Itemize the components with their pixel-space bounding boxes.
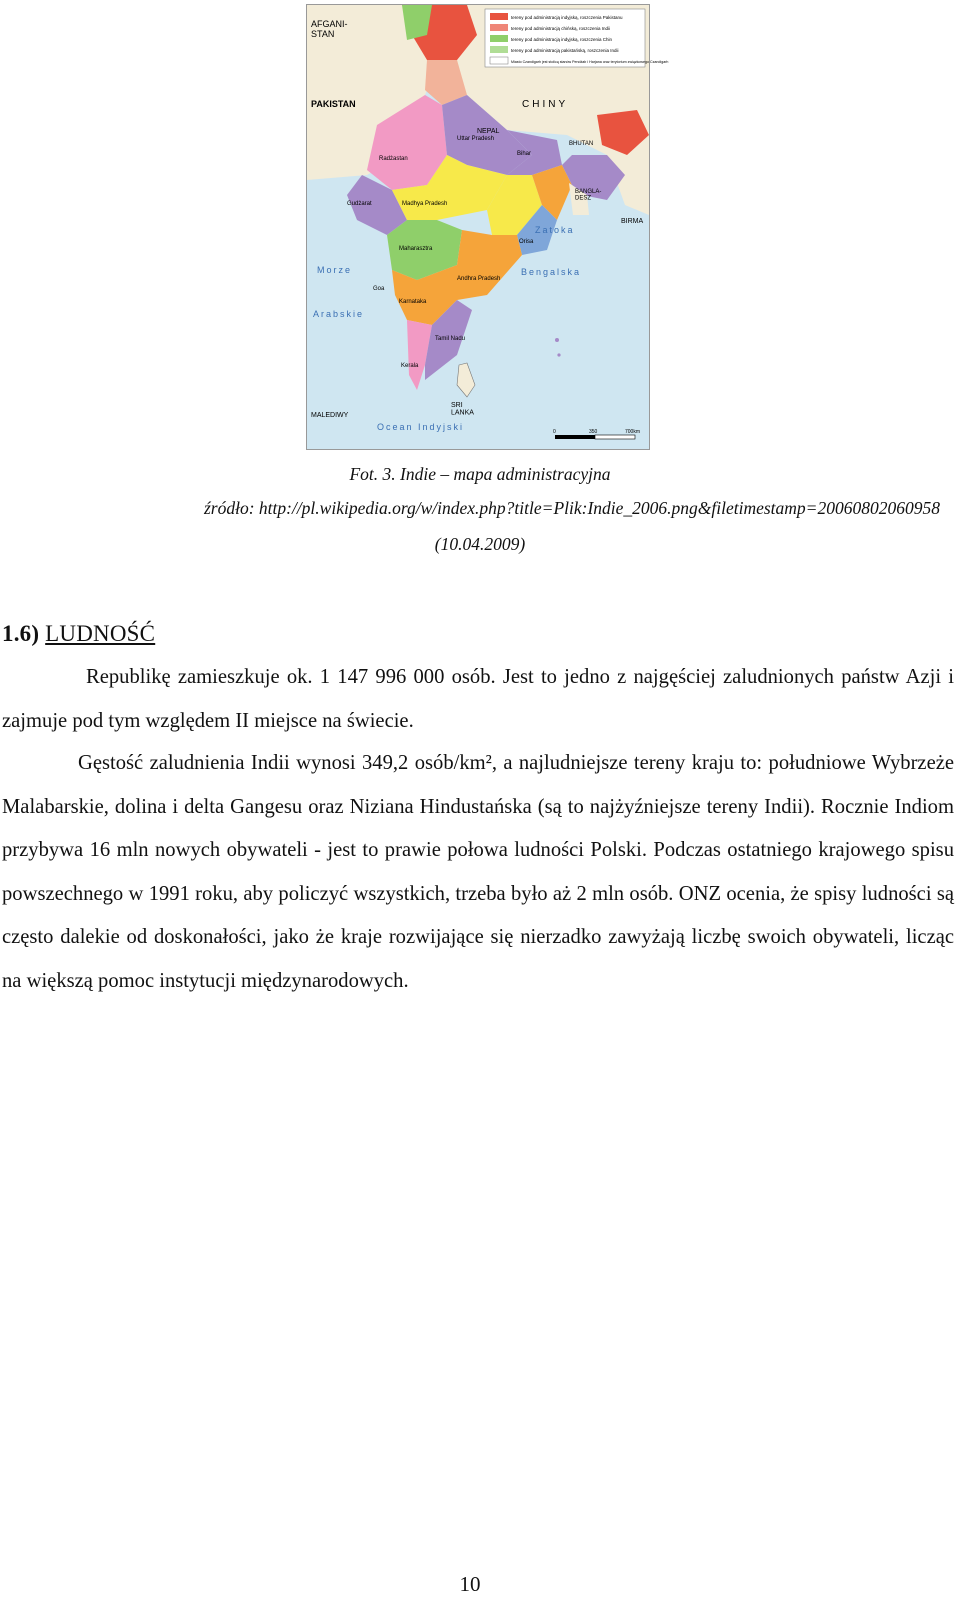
label-malediwy: MALEDIWY <box>311 412 349 419</box>
label-sri-lanka: SRI LANKA <box>451 402 474 417</box>
label-uttar-pradesh: Uttar Pradesh <box>457 136 495 142</box>
label-gudzarat: Gudżarat <box>347 201 372 207</box>
label-goa: Goa <box>373 286 385 292</box>
nicobar-islands <box>557 353 560 356</box>
legend-swatch-2 <box>490 24 508 31</box>
paragraph-1 <box>2 656 954 743</box>
label-radzastan: Radżastan <box>379 156 408 162</box>
label-ocean: Ocean Indyjski <box>377 422 465 432</box>
label-maharasztra: Maharasztra <box>399 246 433 252</box>
label-bengalska: Bengalska <box>521 267 582 277</box>
label-zatoka: Zatoka <box>535 225 575 235</box>
legend-swatch-3 <box>490 35 508 42</box>
state-andhra-pradesh <box>457 230 522 300</box>
label-bhutan: BHUTAN <box>569 141 594 147</box>
page-number: 10 <box>459 1572 481 1596</box>
label-birma: BIRMA <box>621 218 644 225</box>
paragraph-2-text: Gęstość zaludnienia Indii wynosi 349,2 osób/km², a najludniejsze tereny kraju to: południowe Wybrzeże Malabarskie, dolina i delta Gangesu oraz Niziana Hindustańska (są to najżyźniejsze tereny Indii). Rocznie Indiom przybywa 16 mln nowych obywateli - jest to prawie połowa ludności Polski. Podczas ostatniego krajowego spisu powszechnego w 1991 roku, aby policzyć wszystkich, trzeba było aż 2 mln osób. ONZ ocenia, że spisy ludności są często dalekie od doskonałości, jako że kraje rozwijające się nierzadko zawyżają liczbę swoich obywateli, licząc na większą pomoc instytucji międzynarodowych. <box>2 752 954 992</box>
sri-lanka-land <box>457 363 475 397</box>
figure-caption-title: Fot. 3. Indie – mapa administracyjna <box>349 464 611 484</box>
scale-label-0: 0 <box>553 429 556 435</box>
legend-text-4: tereny pod administracją pakistańską, roszczenia Indii <box>511 48 619 53</box>
legend-swatch-5 <box>490 57 508 64</box>
andaman-islands <box>555 338 559 342</box>
label-andhra: Andhra Pradesh <box>457 276 501 282</box>
label-tamil-nadu: Tamil Nadu <box>435 336 466 342</box>
scale-label-350: 350 <box>589 429 598 435</box>
legend-text-2: tereny pod administracją chińską, roszczenia Indii <box>511 26 611 31</box>
paragraph-1-text: Republikę zamieszkuje ok. 1 147 996 000 osób. Jest to jedno z najgęściej zaludnionych państw Azji i zajmuje pod tym względem II miejsce na świecie. <box>2 666 954 732</box>
label-bangladesz: BANGLA-DESZ <box>575 189 602 202</box>
section-heading <box>2 621 155 647</box>
label-afganistan: AFGANI-STAN <box>311 19 348 39</box>
legend-text-5: Miasto Czandigarh jest stolicą stanów Pendżab i Harjana oraz terytorium związkowego Czandigarh <box>511 60 669 64</box>
label-karnataka: Karnataka <box>399 299 427 305</box>
label-nepal: NEPAL <box>477 128 500 135</box>
label-chiny: CHINY <box>522 99 569 110</box>
label-pakistan: PAKISTAN <box>311 99 356 109</box>
india-map <box>307 5 669 449</box>
label-orisa: Orisa <box>519 239 534 245</box>
label-arabskie: Arabskie <box>313 309 365 319</box>
label-madhya-pradesh: Madhya Pradesh <box>402 201 448 207</box>
india-map-figure <box>306 4 669 450</box>
section-number: 1.6) <box>2 621 40 646</box>
legend-text-1: tereny pod administracją indyjską, roszczenia Pakistanu <box>511 15 623 20</box>
legend-text-3: tereny pod administracją indyjską, roszczenia Chin <box>511 37 613 42</box>
figure-caption-source: źródło: http://pl.wikipedia.org/w/index.php?title=Plik:Indie_2006.png&filetimestamp=20060802060958 <box>203 498 940 518</box>
legend-swatch-1 <box>490 13 508 20</box>
paragraph-2 <box>2 742 954 1003</box>
legend-swatch-4 <box>490 46 508 53</box>
label-bihar: Bihar <box>517 151 532 157</box>
section-title: LUDNOŚĆ <box>45 621 156 646</box>
label-morze: Morze <box>317 265 353 275</box>
figure-caption-date: (10.04.2009) <box>434 534 526 554</box>
scale-bar-white <box>595 435 635 439</box>
scale-bar-black <box>555 435 595 439</box>
label-kerala: Kerala <box>401 363 419 369</box>
scale-label-700: 700km <box>625 429 641 435</box>
